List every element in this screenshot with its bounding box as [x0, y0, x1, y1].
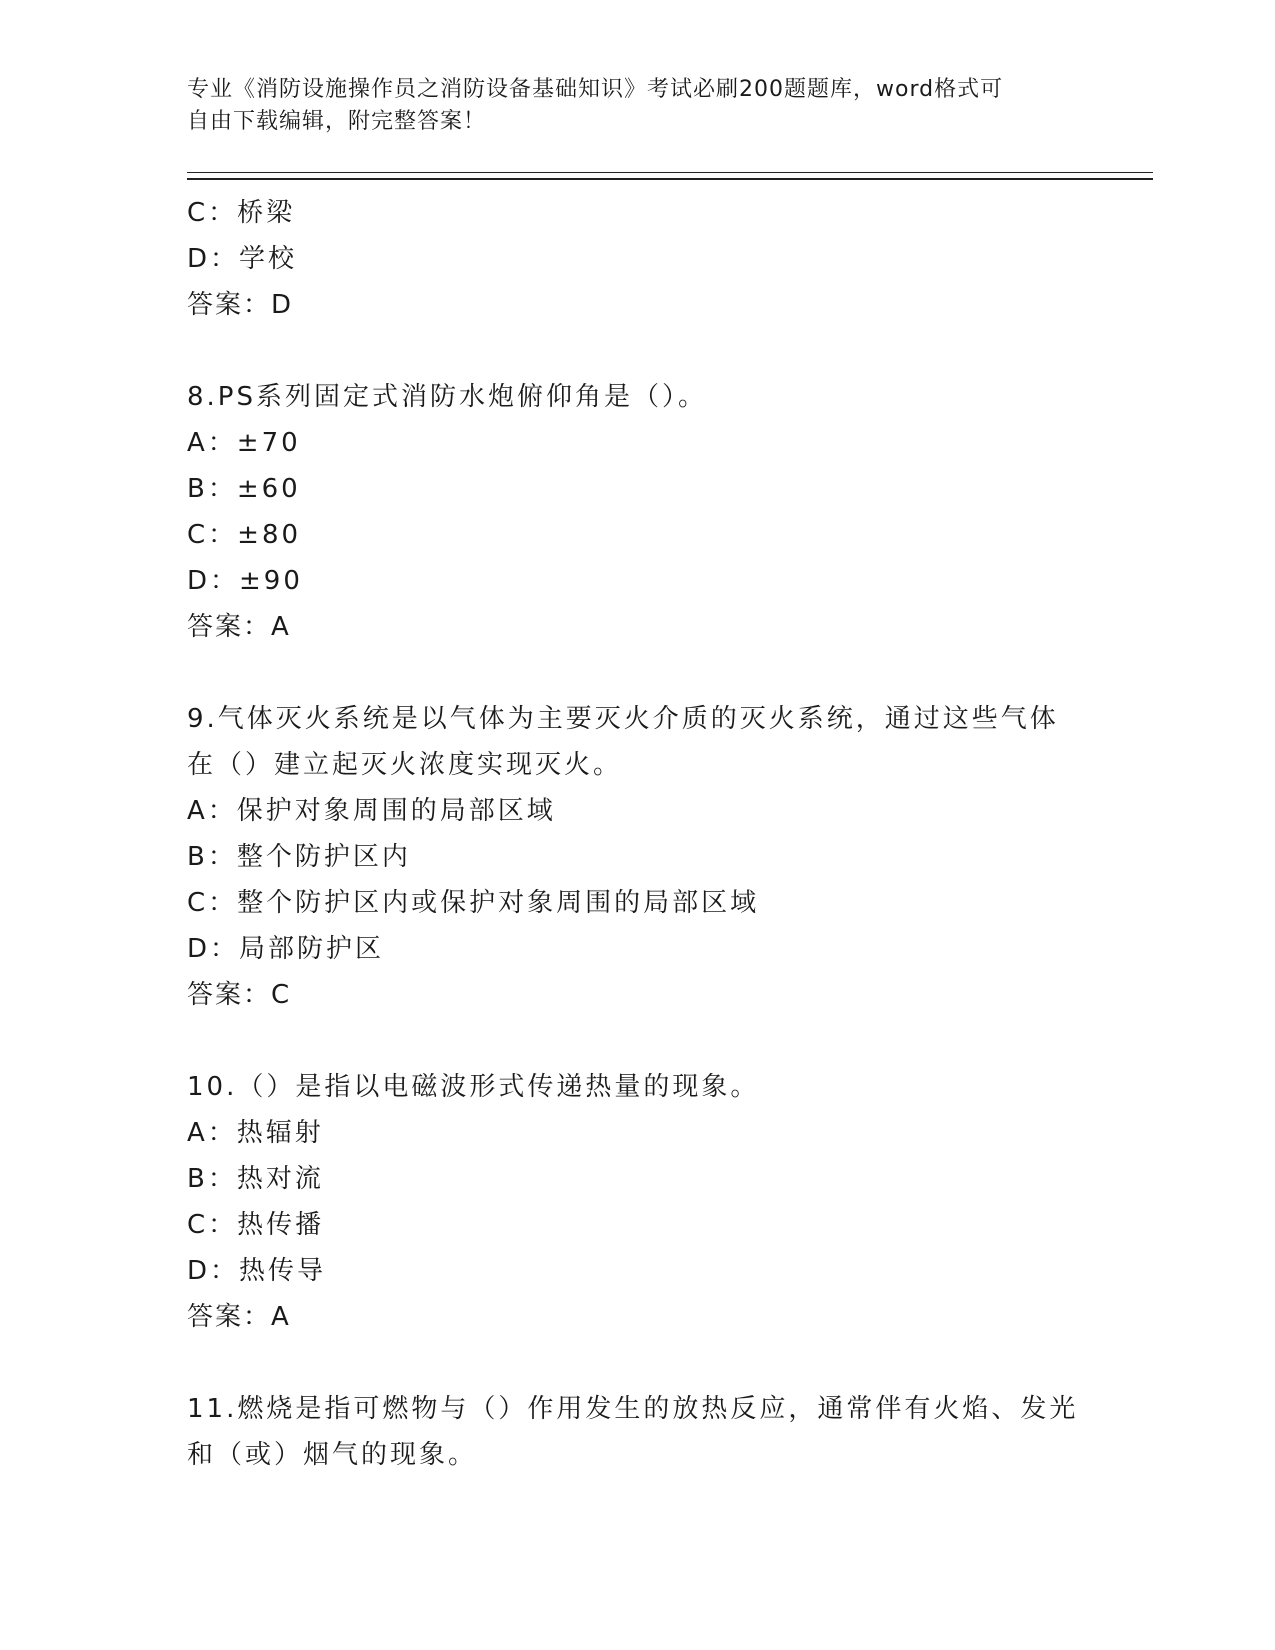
spacer — [187, 650, 1087, 696]
answer-line: 答案：A — [187, 612, 291, 642]
header-line-1: 专业《消防设施操作员之消防设备基础知识》考试必刷200题题库，word格式可 — [187, 77, 1004, 102]
option-b: B：整个防护区内 — [187, 842, 411, 872]
option-c: C：整个防护区内或保护对象周围的局部区域 — [187, 888, 760, 918]
option-b: B：热对流 — [187, 1164, 324, 1194]
spacer — [187, 1340, 1087, 1386]
question-text: 8.PS系列固定式消防水炮俯仰角是（）。 — [187, 382, 707, 412]
header-divider-thick — [187, 178, 1153, 180]
answer-line: 答案：D — [187, 290, 294, 320]
option-a: A：热辐射 — [187, 1118, 324, 1148]
spacer — [187, 1018, 1087, 1064]
answer-line: 答案：A — [187, 1302, 291, 1332]
question-text: 11.燃烧是指可燃物与（）作用发生的放热反应，通常伴有火焰、发光 — [187, 1394, 1079, 1424]
header-divider-thin — [187, 172, 1153, 173]
header-line-2: 自由下载编辑，附完整答案！ — [187, 109, 487, 134]
prev-question-block — [187, 190, 1087, 328]
option-d: D：热传导 — [187, 1256, 327, 1286]
question-text: 9.气体灭火系统是以气体为主要灭火介质的灭火系统，通过这些气体 — [187, 704, 1059, 734]
question-list — [187, 190, 1087, 1478]
question-text-continued: 在（）建立起灭火浓度实现灭火。 — [187, 750, 623, 780]
question-text-continued: 和（或）烟气的现象。 — [187, 1440, 478, 1470]
question-text: 10.（）是指以电磁波形式传递热量的现象。 — [187, 1072, 760, 1102]
option-a: A：±70 — [187, 428, 301, 458]
option-a: A：保护对象周围的局部区域 — [187, 796, 556, 826]
option-d: D：学校 — [187, 244, 298, 274]
option-b: B：±60 — [187, 474, 301, 504]
document-header — [187, 74, 1087, 138]
option-c: C：桥梁 — [187, 198, 296, 228]
question-11 — [187, 1386, 1087, 1478]
question-9 — [187, 696, 1087, 1018]
question-8 — [187, 374, 1087, 650]
option-c: C：±80 — [187, 520, 302, 550]
answer-line: 答案：C — [187, 980, 292, 1010]
option-d: D：±90 — [187, 566, 303, 596]
spacer — [187, 328, 1087, 374]
option-d: D：局部防护区 — [187, 934, 385, 964]
option-c: C：热传播 — [187, 1210, 325, 1240]
question-10 — [187, 1064, 1087, 1340]
